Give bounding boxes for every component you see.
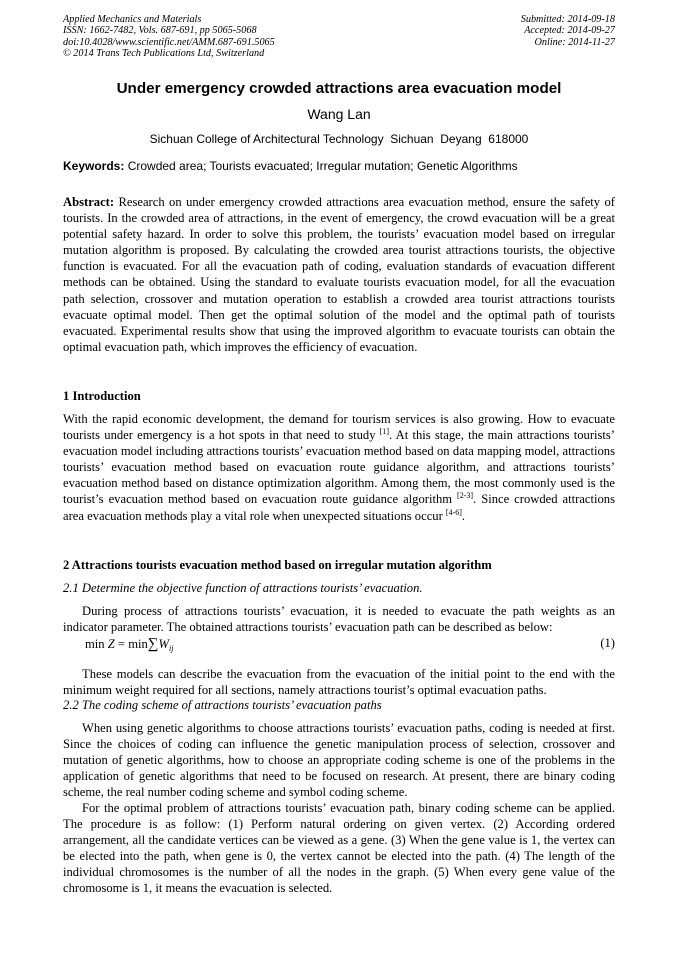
subsection-2-1-heading: 2.1 Determine the objective function of attractions tourists’ evacuation. <box>63 581 423 595</box>
intro-text-b: . At this stage, the main attractions tourists’ evacuation model including attractions tourists’ evacuation method based on data mapping model, attractions tourists’ evacuation method based on evacuation route guidance algorithm, and attractions tourists’ evacuation method based on distance optimization algorithm. Among them, the most commonly used is the tourist’s evacuation method based on evacuation route guidance algorithm <box>63 428 616 507</box>
eq-subscript: ij <box>168 644 174 653</box>
intro-text-a: With the rapid economic development, the demand for tourism services is also growing. How to evacuate tourists under emergency is a hot spots in that need to study <box>63 412 615 443</box>
section-2-heading: 2 Attractions tourists evacuation method based on irregular mutation algorithm <box>63 558 492 572</box>
equation-1 <box>85 636 615 654</box>
coding-paragraph: When using genetic algorithms to choose attractions tourists’ evacuation paths, coding is needed at first. Since the choices of coding can influence the genetic manipulation process of selection, crossover and mutation of genetic algorithms, how to choose an appropriate coding scheme is one of the problems in the application of genetic algorithms that need to be focused on research. At present, there are binary coding scheme, the real number coding scheme and symbol coding scheme. <box>63 721 615 800</box>
citation-1: [1] <box>379 427 390 437</box>
objective-paragraph: During process of attractions tourists’ evacuation, it is needed to evacuate the path weights as an indicator parameter. The obtained attractions tourists’ evacuation path can be described as below: <box>63 604 615 635</box>
eq-min-1: min <box>85 637 105 651</box>
doi-line: doi:10.4028/www.scientific.net/AMM.687-691.5065 <box>63 36 275 48</box>
issn-line: ISSN: 1662-7482, Vols. 687-691, pp 5065-5068 <box>63 25 257 37</box>
copyright-line: © 2014 Trans Tech Publications Ltd, Switzerland <box>63 48 265 60</box>
binary-coding-paragraph: For the optimal problem of attractions tourists’ evacuation path, binary coding scheme can be applied. The procedure is as follow: (1) Perform natural ordering on given vertex. (2) According ordered arrangement, all the candidate vertices can be viewed as a gene. (3) When the gene value is 1, the vertex can be elected into the path, when gene is 0, the vertex cannot be elected into the path. (4) The length of the individual chromosomes is the number of all the nodes in the graph. (5) When every gene value of the chromosome is 1, it means the evacuation is selected. <box>63 801 615 896</box>
intro-text-d: . <box>461 508 466 523</box>
eq-sum-symbol: ∑ <box>147 636 159 652</box>
eq-var-w: W <box>158 637 169 651</box>
eq-var-z: Z <box>107 637 115 651</box>
subsection-2-2-heading: 2.2 The coding scheme of attractions tourists’ evacuation paths <box>63 698 382 712</box>
author-name: Wang Lan <box>307 106 371 122</box>
keywords-label: Keywords: <box>63 159 125 173</box>
submitted-date: Submitted: 2014-09-18 <box>520 14 615 25</box>
introduction-paragraph <box>63 411 615 524</box>
citation-2: [2-3] <box>457 491 474 501</box>
accepted-date: Accepted: 2014-09-27 <box>524 25 615 37</box>
equation-number: (1) <box>600 636 615 650</box>
eq-min-2: min <box>128 637 148 651</box>
paper-title: Under emergency crowded attractions area evacuation model <box>116 80 562 97</box>
keywords <box>63 159 615 173</box>
abstract-text: Research on under emergency crowded attractions area evacuation method, ensure the safety of tourists. In the crowded area of attractions, in the event of emergency, the crowd evacuation will be a great potential safety hazard. In order to solve this problem, the tourists’ evacuation model based on irregular mutation algorithm is proposed. By calculating the crowded area tourist attractions tourists, the objective function is evacuated. For all the evacuation path of coding, evaluation standards of evacuation different methods can be obtained. Using the standard to evaluate tourists evacuation model, for all the evacuation path selection, crossover and mutation operation to establish a crowded area tourist attractions tourists evacuate optimal model. Then get the optimal solution of the model and the optimal path of tourists evacuated. Experimental results show that using the improved algorithm to evacuate tourists can obtain the optimal evacuation path, which improves the efficiency of evacuation. <box>63 195 615 354</box>
intro-text-c: . Since crowded attractions area evacuation methods play a vital role when unexpected situations occur <box>63 492 615 523</box>
keywords-text: Crowded area; Tourists evacuated; Irregular mutation; Genetic Algorithms <box>127 159 518 173</box>
equation-expression <box>85 636 173 653</box>
abstract-label: Abstract: <box>63 195 115 209</box>
section-1-heading: 1 Introduction <box>63 389 141 403</box>
model-description-paragraph: These models can describe the evacuation from the evacuation of the initial point to the end with the minimum weight required for all sections, namely attractions tourist’s optimal evacuation paths. <box>63 667 615 698</box>
online-date: Online: 2014-11-27 <box>534 36 615 48</box>
citation-3: [4-6] <box>445 507 462 517</box>
journal-name: Applied Mechanics and Materials <box>63 14 202 25</box>
abstract <box>63 194 615 355</box>
eq-equals: = <box>117 637 126 651</box>
journal-header <box>63 14 275 60</box>
dates-header <box>521 14 615 48</box>
author-affiliation: Sichuan College of Architectural Technology Sichuan Deyang 618000 <box>149 132 529 146</box>
